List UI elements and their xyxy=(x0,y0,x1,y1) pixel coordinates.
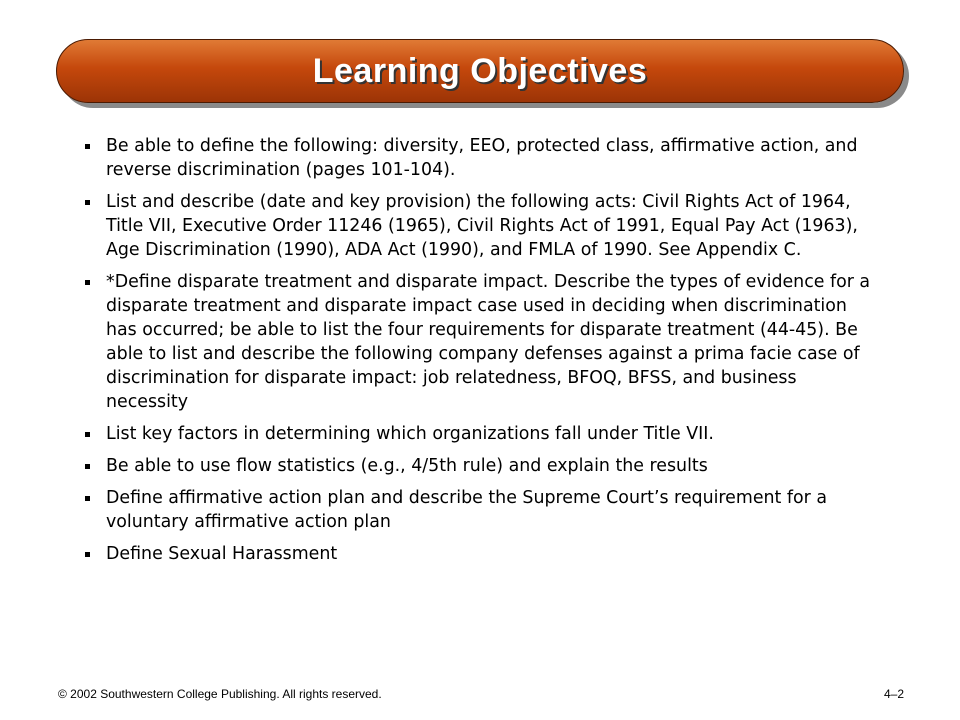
objective-item xyxy=(82,542,882,566)
objective-text: *Define disparate treatment and disparate impact. Describe the types of evidence for a disparate treatment and disparate impact case used in deciding when discrimination has occurred; be able to list the four requirements for disparate treatment (44-45). Be able to list and describe the following company defenses against a prima facie case of discrimination for disparate impact: job relatedness, BFOQ, BFSS, and business necessity xyxy=(106,272,871,412)
objective-item xyxy=(82,134,882,182)
objectives-list xyxy=(82,134,882,574)
footer-copyright: © 2002 Southwestern College Publishing. All rights reserved. xyxy=(58,687,382,701)
page-number: 4–2 xyxy=(883,687,904,701)
objective-text: List and describe (date and key provision) the following acts: Civil Rights Act of 1964, Title VII, Executive Order 11246 (1965), Civil Rights Act of 1991, Equal Pay Act (1963), Age Discrimination (1990), ADA Act (1990), and FMLA of 1990. See Appendix C. xyxy=(106,192,858,260)
square-bullet-icon xyxy=(85,496,90,501)
objective-text: List key factors in determining which organizations fall under Title VII. xyxy=(106,424,714,444)
square-bullet-icon xyxy=(85,552,90,557)
objective-item xyxy=(82,454,882,478)
objective-item xyxy=(82,270,882,414)
objective-item xyxy=(82,190,882,262)
square-bullet-icon xyxy=(85,280,90,285)
objective-text: Define Sexual Harassment xyxy=(106,544,338,564)
objective-text: Be able to define the following: diversity, EEO, protected class, affirmative action, and reverse discrimination (pages 101-104). xyxy=(106,136,858,180)
square-bullet-icon xyxy=(85,200,90,205)
objective-text: Be able to use flow statistics (e.g., 4/5th rule) and explain the results xyxy=(106,456,708,476)
square-bullet-icon xyxy=(85,432,90,437)
objective-item xyxy=(82,486,882,534)
square-bullet-icon xyxy=(85,144,90,149)
slide-title: Learning Objectives xyxy=(312,51,648,90)
title-banner xyxy=(56,39,904,103)
objective-item xyxy=(82,422,882,446)
square-bullet-icon xyxy=(85,464,90,469)
objective-text: Define affirmative action plan and describe the Supreme Court’s requirement for a voluntary affirmative action plan xyxy=(106,488,827,532)
